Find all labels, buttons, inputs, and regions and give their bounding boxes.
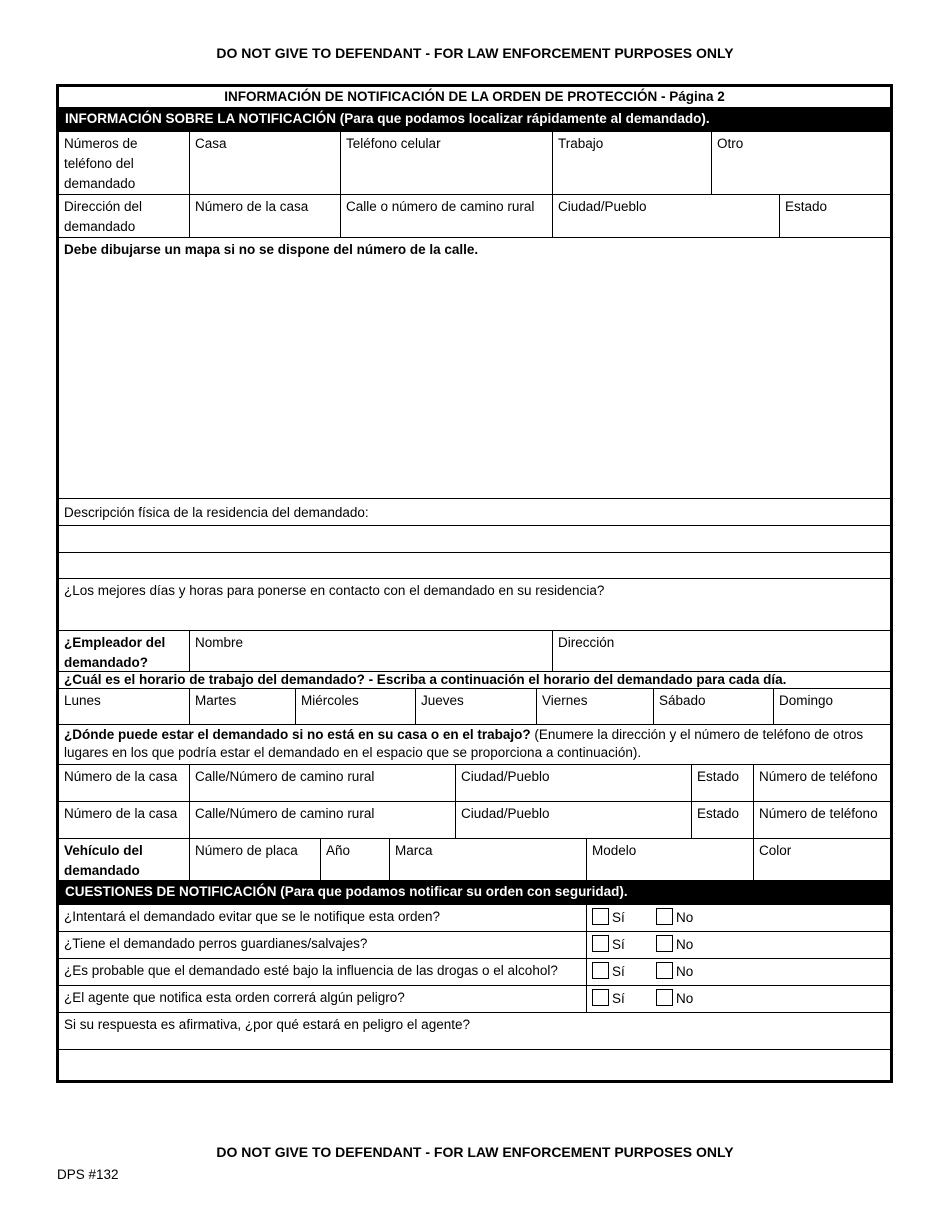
day-friday[interactable]: Viernes [536, 689, 653, 724]
other-place-row-1 [59, 765, 890, 802]
map-area[interactable] [59, 238, 890, 499]
day-thursday[interactable]: Jueves [415, 689, 536, 724]
other-place-city[interactable]: Ciudad/Pueblo [455, 802, 691, 838]
yes-label: Sí [612, 937, 625, 952]
other-place-house-number[interactable]: Número de la casa [64, 769, 178, 784]
issue-answer-cell [586, 932, 890, 958]
vehicle-color-field[interactable]: Color [753, 839, 890, 880]
no-checkbox[interactable] [656, 989, 673, 1006]
map-note: Debe dibujarse un mapa si no se dispone del número de la calle. [64, 242, 479, 257]
address-label: Dirección del demandado [64, 199, 143, 234]
no-option[interactable] [656, 989, 693, 1009]
other-places-question [59, 725, 890, 764]
issue-question: ¿Intentará el demandado evitar que se le notifique esta orden? [64, 909, 441, 924]
issue-answer-cell [586, 959, 890, 985]
day-saturday[interactable]: Sábado [653, 689, 773, 724]
schedule-days-row [59, 689, 890, 725]
employer-row [59, 631, 890, 672]
residence-description-line-2[interactable] [59, 553, 890, 579]
no-label: No [676, 910, 694, 925]
other-place-state[interactable]: Estado [691, 802, 753, 838]
other-place-city[interactable]: Ciudad/Pueblo [455, 765, 691, 801]
danger-followup-row[interactable] [59, 1013, 890, 1050]
yes-label: Sí [612, 964, 625, 979]
vehicle-year-field[interactable]: Año [320, 839, 389, 880]
issue-answer-cell [586, 986, 890, 1012]
schedule-instruction-text: - Escriba a continuación el horario del demandado para cada día. [364, 672, 787, 687]
yes-checkbox[interactable] [592, 908, 609, 925]
yes-checkbox[interactable] [592, 989, 609, 1006]
other-place-row-2 [59, 802, 890, 839]
vehicle-model-field[interactable]: Modelo [586, 839, 753, 880]
other-place-street[interactable]: Calle/Número de camino rural [189, 802, 455, 838]
city-field[interactable]: Ciudad/Pueblo [552, 195, 779, 237]
state-field[interactable]: Estado [779, 195, 890, 237]
yes-checkbox[interactable] [592, 935, 609, 952]
no-option[interactable] [656, 908, 693, 928]
house-number-field[interactable]: Número de la casa [189, 195, 340, 237]
service-section-heading: INFORMACIÓN SOBRE LA NOTIFICACIÓN (Para que podamos localizar rápidamente al demandado). [59, 108, 890, 132]
yes-option[interactable] [592, 935, 625, 955]
issue-question-row-1 [59, 905, 890, 932]
home-phone-field[interactable]: Casa [189, 132, 340, 194]
issue-question: ¿El agente que notifica esta orden correrá algún peligro? [64, 990, 405, 1005]
vehicle-plate-field[interactable]: Número de placa [189, 839, 320, 880]
schedule-question-text: ¿Cuál es el horario de trabajo del demandado? [64, 672, 365, 687]
issues-section-heading: CUESTIONES DE NOTIFICACIÓN (Para que podamos notificar su orden con seguridad). [59, 881, 890, 905]
street-field[interactable]: Calle o número de camino rural [340, 195, 552, 237]
no-option[interactable] [656, 935, 693, 955]
no-label: No [676, 991, 694, 1006]
work-phone-field[interactable]: Trabajo [552, 132, 711, 194]
yes-label: Sí [612, 991, 625, 1006]
yes-option[interactable] [592, 962, 625, 982]
no-checkbox[interactable] [656, 962, 673, 979]
no-checkbox[interactable] [656, 908, 673, 925]
other-places-instruction-text: (Enumere la dirección y el número de teléfono de otros lugares en los que podría estar el demandado en el espacio que se proporciona a continuación). [64, 727, 864, 760]
danger-followup-answer-line[interactable] [59, 1050, 890, 1080]
issue-question-row-2 [59, 932, 890, 959]
danger-followup-label: Si su respuesta es afirmativa, ¿por qué estará en peligro el agente? [64, 1017, 470, 1032]
vehicle-make-field[interactable]: Marca [389, 839, 586, 880]
employer-address-field[interactable]: Dirección [552, 631, 890, 671]
other-place-house-number[interactable]: Número de la casa [64, 806, 178, 821]
no-checkbox[interactable] [656, 935, 673, 952]
other-place-state[interactable]: Estado [691, 765, 753, 801]
issue-question: ¿Tiene el demandado perros guardianes/salvajes? [64, 936, 368, 951]
issue-question: ¿Es probable que el demandado esté bajo la influencia de las drogas o el alcohol? [64, 963, 558, 978]
form-id: DPS #132 [57, 1167, 119, 1182]
other-place-phone[interactable]: Número de teléfono [753, 765, 890, 801]
yes-option[interactable] [592, 989, 625, 1009]
best-times-label: ¿Los mejores días y horas para ponerse en contacto con el demandado en su residencia? [64, 583, 605, 598]
other-place-phone[interactable]: Número de teléfono [753, 802, 890, 838]
other-phone-field[interactable]: Otro [711, 132, 890, 194]
phone-row [59, 132, 890, 195]
yes-checkbox[interactable] [592, 962, 609, 979]
issue-answer-cell [586, 905, 890, 931]
day-tuesday[interactable]: Martes [189, 689, 295, 724]
cell-phone-field[interactable]: Teléfono celular [340, 132, 552, 194]
day-sunday[interactable]: Domingo [773, 689, 890, 724]
phone-label: Números de teléfono del demandado [64, 136, 138, 191]
footer-notice: DO NOT GIVE TO DEFENDANT - FOR LAW ENFORCEMENT PURPOSES ONLY [216, 1144, 734, 1160]
issue-question-row-4 [59, 986, 890, 1013]
vehicle-row [59, 839, 890, 881]
schedule-question-row [59, 672, 890, 689]
residence-description-label: Descripción física de la residencia del demandado: [64, 505, 369, 520]
no-label: No [676, 964, 694, 979]
service-form [56, 84, 893, 1083]
other-places-question-text: ¿Dónde puede estar el demandado si no está en su casa o en el trabajo? [64, 727, 531, 742]
address-row [59, 195, 890, 238]
yes-option[interactable] [592, 908, 625, 928]
other-place-street[interactable]: Calle/Número de camino rural [189, 765, 455, 801]
other-places-row [59, 725, 890, 765]
vehicle-label: Vehículo del demandado [64, 843, 143, 878]
residence-description-line-1[interactable] [59, 526, 890, 553]
no-option[interactable] [656, 962, 693, 982]
form-title: INFORMACIÓN DE NOTIFICACIÓN DE LA ORDEN DE PROTECCIÓN - Página 2 [59, 87, 890, 108]
day-monday[interactable]: Lunes [64, 693, 101, 708]
no-label: No [676, 937, 694, 952]
residence-description-row [59, 499, 890, 526]
yes-label: Sí [612, 910, 625, 925]
day-wednesday[interactable]: Miércoles [295, 689, 415, 724]
issue-question-row-3 [59, 959, 890, 986]
employer-label: ¿Empleador del demandado? [64, 635, 166, 670]
schedule-question [59, 672, 890, 688]
employer-name-field[interactable]: Nombre [189, 631, 552, 671]
header-notice: DO NOT GIVE TO DEFENDANT - FOR LAW ENFORCEMENT PURPOSES ONLY [216, 45, 734, 61]
best-times-row[interactable] [59, 579, 890, 631]
